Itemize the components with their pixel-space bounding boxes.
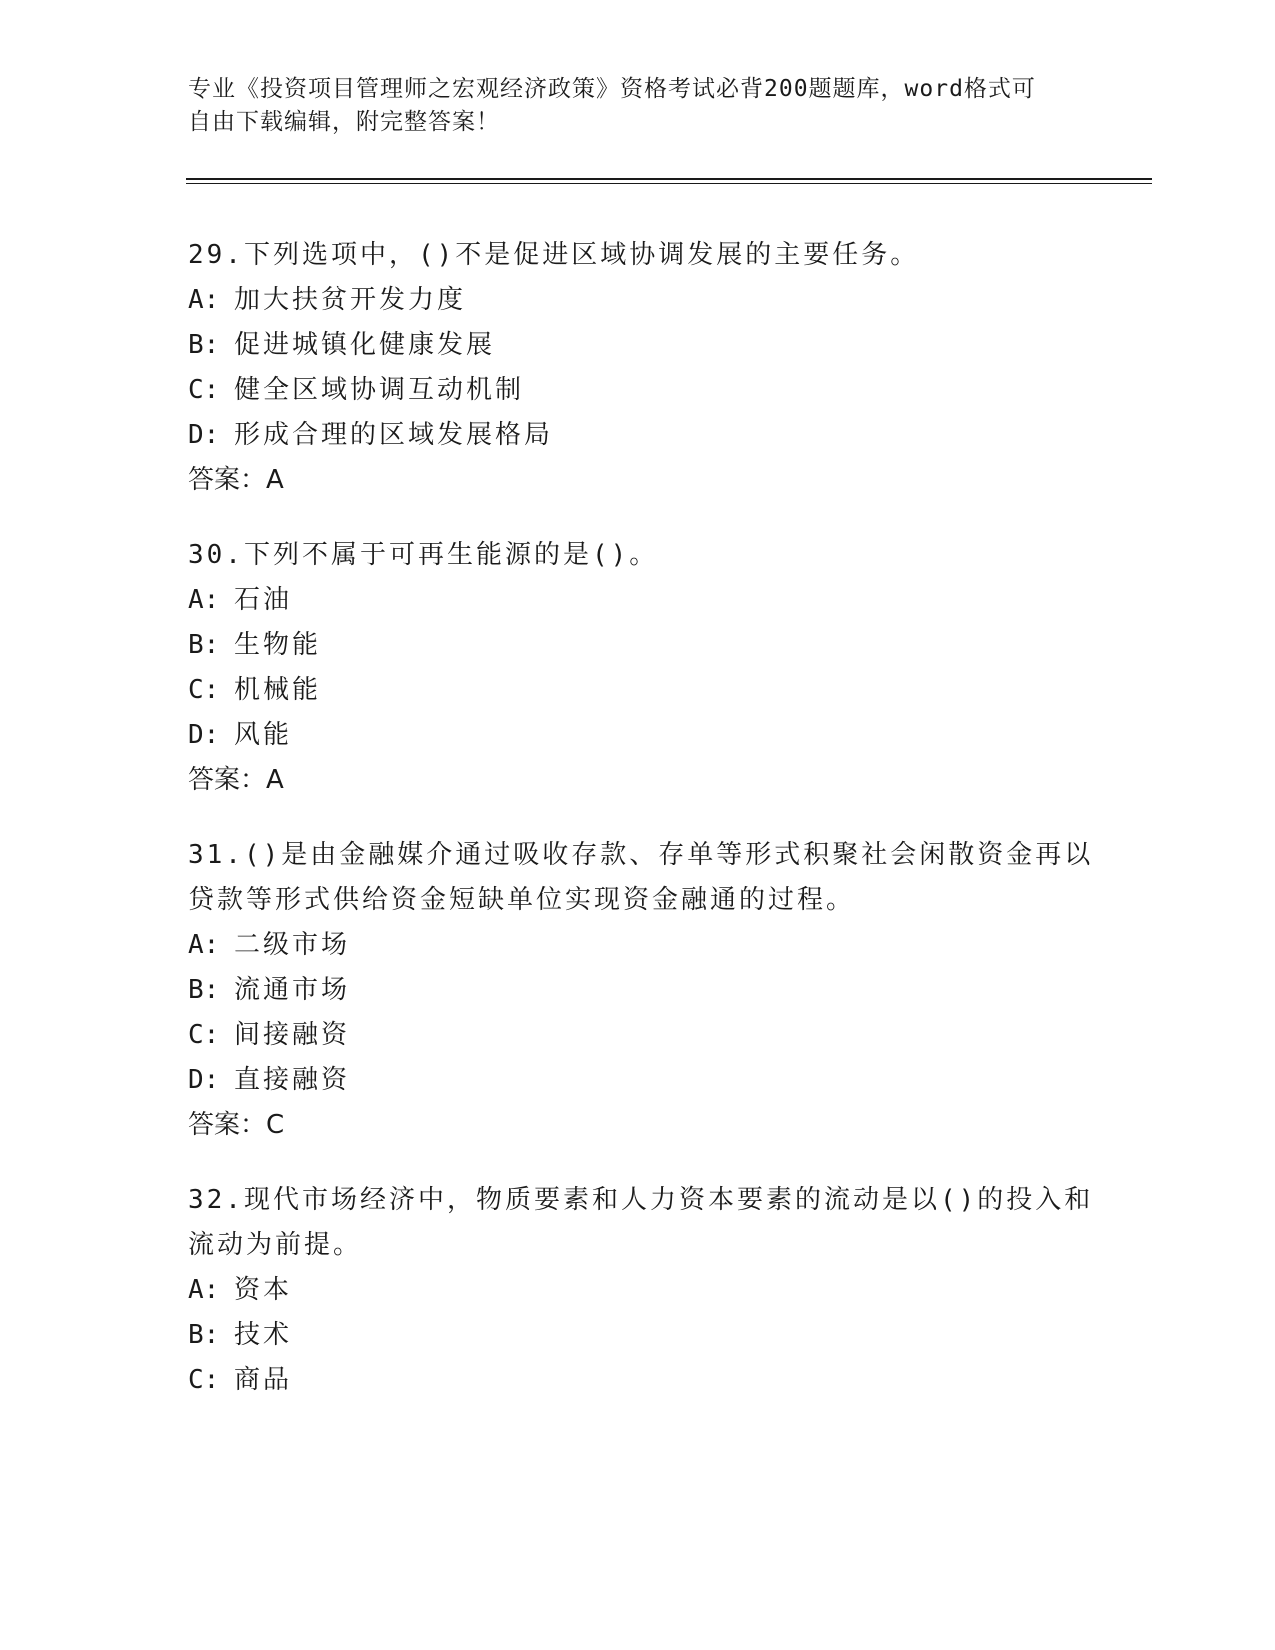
- option-text: 技术: [234, 1320, 293, 1350]
- option-text: 机械能: [234, 675, 322, 705]
- document-header: [188, 73, 1068, 139]
- question-stem: 29.下列选项中，()不是促进区域协调发展的主要任务。: [188, 240, 920, 270]
- option-letter: C:: [188, 375, 220, 405]
- question-stem: 30.下列不属于可再生能源的是()。: [188, 540, 659, 570]
- option-letter: A:: [188, 1275, 220, 1305]
- answer-line: 答案：A: [188, 765, 284, 795]
- option-b: [188, 1313, 1088, 1358]
- option-letter: C:: [188, 1365, 220, 1395]
- option-letter: C:: [188, 1020, 220, 1050]
- option-text: 商品: [234, 1365, 293, 1395]
- option-letter: A:: [188, 930, 220, 960]
- option-c: [188, 368, 1088, 413]
- option-text: 二级市场: [234, 930, 351, 960]
- option-text: 健全区域协调互动机制: [234, 375, 525, 405]
- answer-line: 答案：C: [188, 1110, 285, 1140]
- question-29: [188, 233, 1088, 503]
- option-letter: D:: [188, 720, 220, 750]
- option-a: [188, 923, 1088, 968]
- option-letter: B:: [188, 1320, 220, 1350]
- question-stem-continued: 贷款等形式供给资金短缺单位实现资金融通的过程。: [188, 885, 856, 915]
- option-a: [188, 578, 1088, 623]
- option-letter: C:: [188, 675, 220, 705]
- option-a: [188, 1268, 1088, 1313]
- option-c: [188, 1358, 1088, 1403]
- option-letter: B:: [188, 330, 220, 360]
- option-text: 间接融资: [234, 1020, 351, 1050]
- option-text: 风能: [234, 720, 293, 750]
- option-text: 直接融资: [234, 1065, 351, 1095]
- option-d: [188, 1058, 1088, 1103]
- header-line-2: 自由下载编辑，附完整答案！: [188, 109, 500, 135]
- option-c: [188, 668, 1088, 713]
- option-c: [188, 1013, 1088, 1058]
- option-text: 流通市场: [234, 975, 351, 1005]
- option-text: 生物能: [234, 630, 322, 660]
- question-stem: 32.现代市场经济中，物质要素和人力资本要素的流动是以()的投入和: [188, 1185, 1094, 1215]
- question-32: [188, 1178, 1094, 1403]
- option-text: 加大扶贫开发力度: [234, 285, 467, 315]
- option-a: [188, 278, 1088, 323]
- question-list: [188, 233, 1094, 1433]
- option-letter: A:: [188, 285, 220, 315]
- option-letter: A:: [188, 585, 220, 615]
- option-b: [188, 968, 1088, 1013]
- option-d: [188, 713, 1088, 758]
- question-stem: 31.()是由金融媒介通过吸收存款、存单等形式积聚社会闲散资金再以: [188, 840, 1094, 870]
- question-stem-continued: 流动为前提。: [188, 1230, 363, 1260]
- answer-line: 答案：A: [188, 465, 284, 495]
- header-divider: [186, 178, 1152, 184]
- header-line-1: 专业《投资项目管理师之宏观经济政策》资格考试必背200题题库，word格式可: [188, 76, 1036, 102]
- option-b: [188, 323, 1088, 368]
- option-text: 形成合理的区域发展格局: [234, 420, 554, 450]
- option-b: [188, 623, 1088, 668]
- option-d: [188, 413, 1088, 458]
- option-text: 资本: [234, 1275, 293, 1305]
- option-letter: D:: [188, 420, 220, 450]
- option-text: 石油: [234, 585, 293, 615]
- question-30: [188, 533, 1088, 803]
- option-letter: D:: [188, 1065, 220, 1095]
- option-letter: B:: [188, 630, 220, 660]
- question-31: [188, 833, 1094, 1148]
- option-text: 促进城镇化健康发展: [234, 330, 496, 360]
- option-letter: B:: [188, 975, 220, 1005]
